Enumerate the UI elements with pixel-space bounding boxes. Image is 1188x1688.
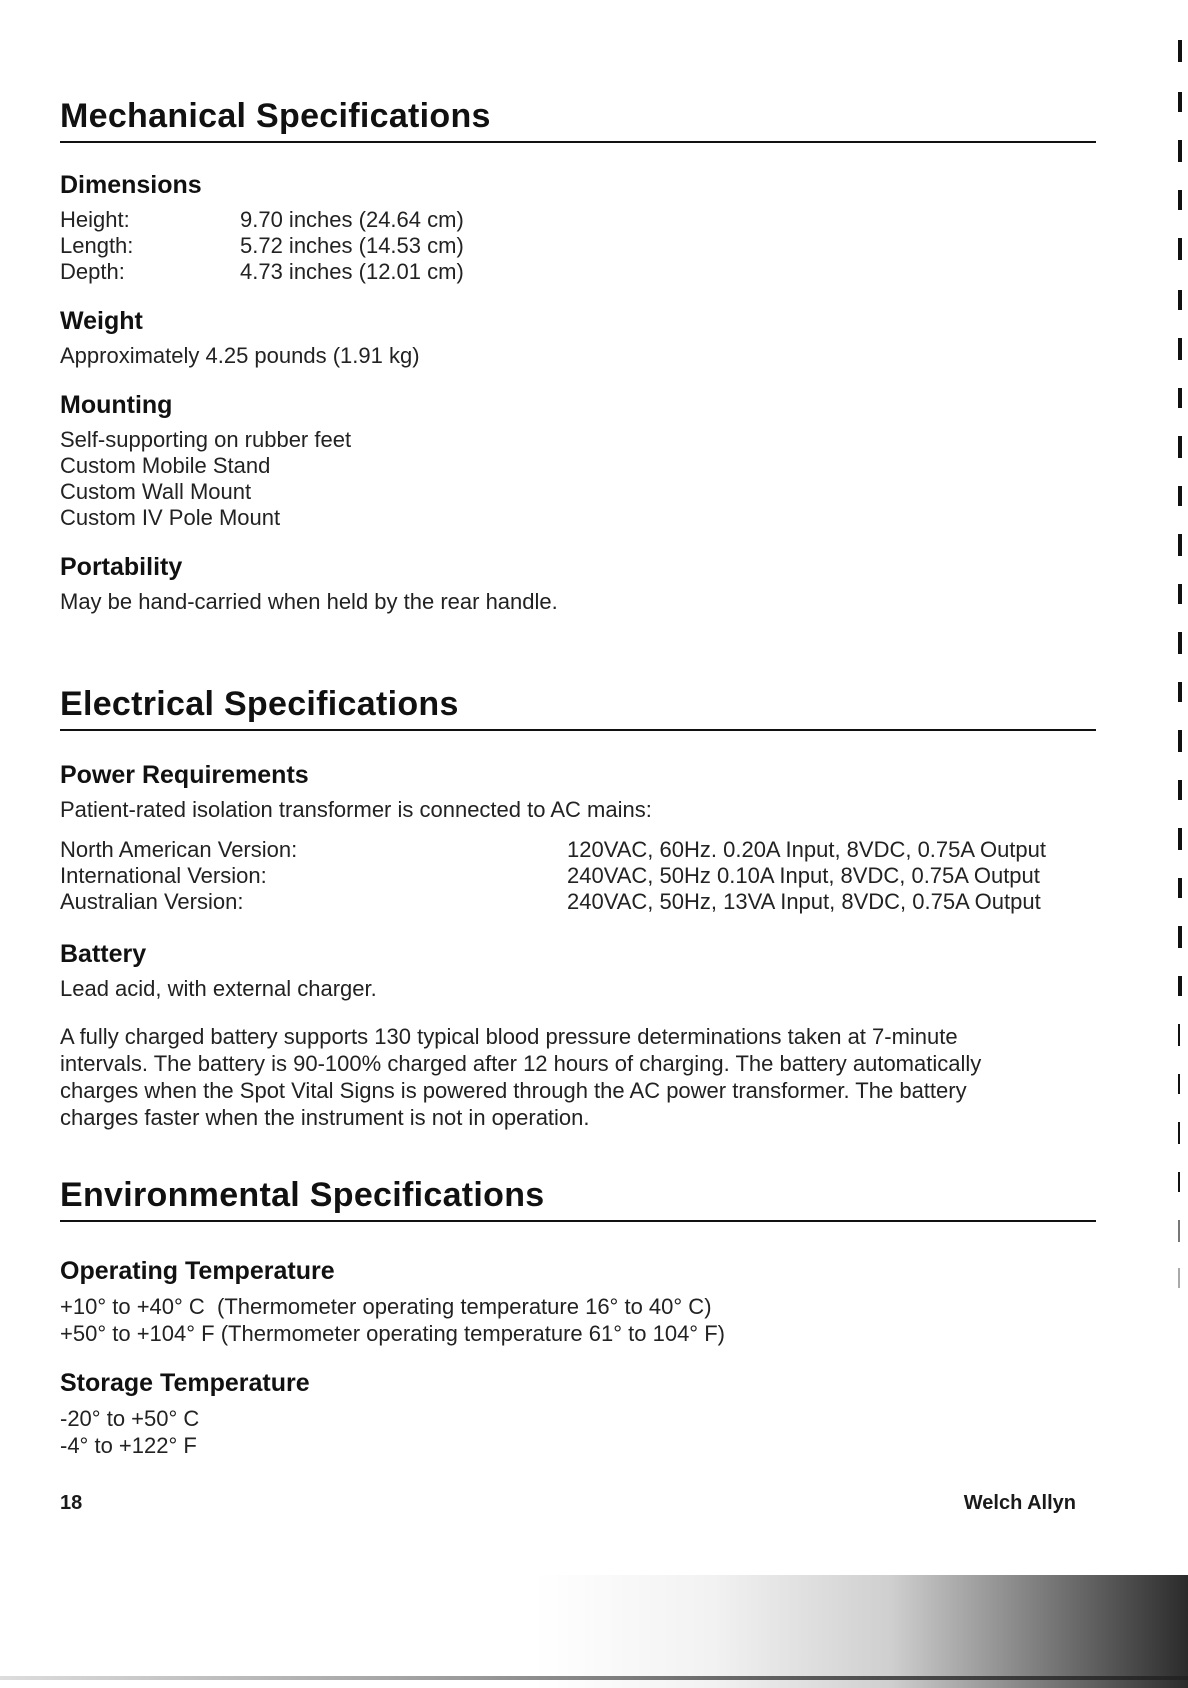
mechanical-rule xyxy=(60,141,1096,143)
electrical-title: Electrical Specifications xyxy=(60,685,459,723)
operating-temperature-line: +10° to +40° C (Thermometer operating temperature 16° to 40° C) xyxy=(60,1294,712,1319)
environmental-title: Environmental Specifications xyxy=(60,1176,545,1214)
dimensions-heading: Dimensions xyxy=(60,171,202,199)
mounting-heading: Mounting xyxy=(60,391,173,419)
mechanical-title: Mechanical Specifications xyxy=(60,97,491,135)
battery-heading: Battery xyxy=(60,940,147,968)
dimension-value-depth: 4.73 inches (12.01 cm) xyxy=(240,259,464,284)
battery-paragraph-line: intervals. The battery is 90-100% charged after 12 hours of charging. The battery automatically xyxy=(60,1051,982,1076)
dimension-label-length: Length: xyxy=(60,233,134,258)
battery-paragraph-line: A fully charged battery supports 130 typical blood pressure determinations taken at 7-minute xyxy=(60,1024,958,1049)
mounting-line: Custom Mobile Stand xyxy=(60,453,271,478)
power-label-australian: Australian Version: xyxy=(60,889,244,914)
scan-artifact-line xyxy=(0,1676,1188,1680)
power-heading: Power Requirements xyxy=(60,761,309,789)
storage-temperature-line: -20° to +50° C xyxy=(60,1406,200,1431)
battery-paragraph-line: charges when the Spot Vital Signs is powered through the AC power transformer. The battery xyxy=(60,1078,967,1103)
dimension-label-depth: Depth: xyxy=(60,259,125,284)
power-value-international: 240VAC, 50Hz 0.10A Input, 8VDC, 0.75A Output xyxy=(567,863,1040,888)
environmental-rule xyxy=(60,1220,1096,1222)
power-label-international: International Version: xyxy=(60,863,267,888)
operating-temperature-heading: Operating Temperature xyxy=(60,1257,335,1285)
dimension-label-height: Height: xyxy=(60,207,130,232)
scan-artifact-strip xyxy=(0,1575,1188,1688)
dimension-value-length: 5.72 inches (14.53 cm) xyxy=(240,233,464,258)
electrical-rule xyxy=(60,729,1096,731)
power-value-north-american: 120VAC, 60Hz. 0.20A Input, 8VDC, 0.75A Output xyxy=(567,837,1047,862)
brand-name: Welch Allyn xyxy=(963,1492,1076,1514)
battery-paragraph-line: charges faster when the instrument is not in operation. xyxy=(60,1105,590,1130)
mounting-line: Custom Wall Mount xyxy=(60,479,252,504)
battery-type: Lead acid, with external charger. xyxy=(60,976,377,1001)
portability-text: May be hand-carried when held by the rear handle. xyxy=(60,589,558,614)
weight-heading: Weight xyxy=(60,307,143,335)
power-value-australian: 240VAC, 50Hz, 13VA Input, 8VDC, 0.75A Output xyxy=(567,889,1041,914)
mounting-line: Custom IV Pole Mount xyxy=(60,505,281,530)
operating-temperature-line: +50° to +104° F (Thermometer operating temperature 61° to 104° F) xyxy=(60,1321,725,1346)
dimension-value-height: 9.70 inches (24.64 cm) xyxy=(240,207,464,232)
weight-text: Approximately 4.25 pounds (1.91 kg) xyxy=(60,343,420,368)
page-number: 18 xyxy=(60,1492,83,1514)
portability-heading: Portability xyxy=(60,553,183,581)
mounting-line: Self-supporting on rubber feet xyxy=(60,427,352,452)
power-intro: Patient-rated isolation transformer is connected to AC mains: xyxy=(60,797,652,822)
scan-edge-marks xyxy=(1178,40,1186,1380)
storage-temperature-heading: Storage Temperature xyxy=(60,1369,310,1397)
storage-temperature-line: -4° to +122° F xyxy=(60,1433,197,1458)
power-label-north-american: North American Version: xyxy=(60,837,298,862)
